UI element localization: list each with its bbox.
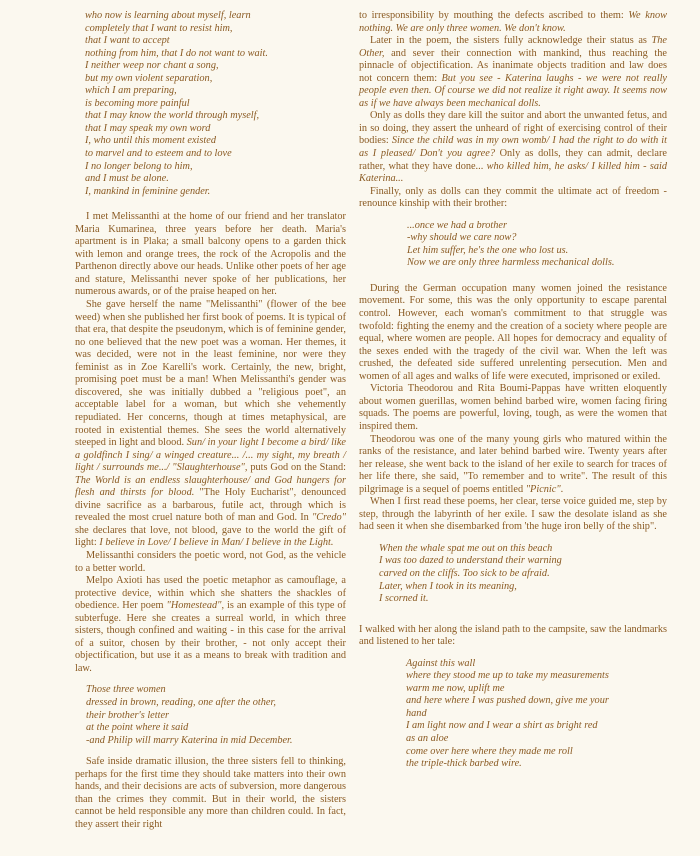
poem-line: that I want to accept [85,35,170,47]
poem-line: and here where I was pushed down, give me your [406,695,609,707]
paragraph-theodorou-boumi: Victoria Theodorou and Rita Boumi-Pappas have written eloquently about women guerillas, women behind barbed wire, women facing firing squads. The poems are powerful, loving, tough, as were the women that inspired them. [359,383,667,432]
poem-line: I no longer belong to him, [85,160,193,172]
paragraph-ultimate-act: Finally, only as dolls can they commit the ultimate act of freedom - renounce kinship with their brother: [359,185,667,210]
poem-line: I scorned it. [379,593,429,605]
paragraph-melissanthi-intro: I met Melissanthi at the home of our friend and her translator Maria Kumarinea, three years before her death. Maria's apartment is in Plaka; a small balcony opens to a garden thick with lemon and orange trees, the rock of the Acropolis and the Parthenon directly above our heads. Unlike other poets of her age and stature, Melissanthi never spoke of her publications, her numerous awards, or of the praise heaped on her. [75,211,346,298]
paragraph-first-read: When I first read these poems, her clear, terse voice guided me, step by step, through the labyrinth of her exile. I saw the desolate island as she had seen it when she disembarked from 'the huge iron belly of the ship". [359,496,667,533]
poem-line: dressed in brown, reading, one after the other, [86,696,276,708]
left-column [75,10,346,831]
paragraph-poetic-word: Melissanthi considers the poetic word, not God, as the vehicle to a better world. [75,549,346,574]
poem-line: I, mankind in feminine gender. [85,185,211,197]
poem-line: who now is learning about myself, learn [85,10,251,21]
poem-line: ...once we had a brother [407,219,507,231]
poem-line: but my own violent separation, [85,72,213,84]
poem-line: When the whale spat me out on this beach [379,542,553,554]
poem-line: Now we are only three harmless mechanical dolls. [407,257,615,269]
poem-line: the triple-thick barbed wire. [406,758,522,770]
poem-line: -and Philip will marry Katerina in mid December. [86,734,293,746]
paragraph-island-path: I walked with her along the island path to the campsite, saw the landmarks and listened to her tale: [359,623,667,648]
poem-brother [359,220,667,270]
paragraph-axioti: Melpo Axioti has used the poetic metaphor as camouflage, a protective device, within which she shatters the shackles of obedience. Her poem "Homestead", is an example of this type of subterfuge. Here she creates a surreal world, in which three sisters, though confined and waiting - in this case for the arrival of a suitor, chosen by their brother, - not only accept their objectification, but use it as a means to break with tradition and law. [75,575,346,674]
poem-whale [359,543,667,606]
poem-line: Against this wall [406,657,476,669]
poem-line: carved on the cliffs. Too sick to be afraid. [379,567,550,579]
paragraph-occupation: During the German occupation many women joined the resistance movement. For some, this was the only opportunity to escape parental control. However, each woman's commitment to that struggle was twofold: fighting the enemy and the creation of a society where people are equal, where women are people. All hopes for democracy and equality of the sexes ended with the tragedy of the civil war. When the left was crushed, the defeated side suffered unrelenting persecution. Men and women of all ages and walks of life were executed, imprisoned or exiled. [359,282,667,382]
poem-line: warm me now, uplift me [406,682,505,694]
poem-line: I am light now and I wear a shirt as bright red [406,720,598,732]
paragraph-dramatic-illusion: Safe inside dramatic illusion, the three sisters fell to thinking, perhaps for the first time they should take matters into their own hands, and their decisions are acts of subversion, more dangerous than the crimes they commit. But in their world, the sisters cannot be held responsible any more than children could. In fact, they assert their right [75,756,346,830]
poem-line: that I may speak my own word [85,122,211,134]
paragraph-dolls: Only as dolls they dare kill the suitor and abort the unwanted fetus, and in so doing, they assert the unheard of right of exercising control of their bodies: Since the child was in my own womb/ I had the right to do with it as I pleased/ Don't you agree? Only as dolls, they can admit, declare rather, what they have done... who killed him, he asks/ I killed him - said Katerina... [359,110,667,185]
poem-line: is becoming more painful [85,97,190,109]
poem-line: as an aloe [406,732,449,744]
poem-line: nothing from him, that I do not want to wait. [85,47,268,59]
poem-line: where they stood me up to take my measurements [406,670,609,682]
poem-line: come over here where they made me roll [406,745,573,757]
poem-line: Those three women [86,684,166,696]
poem-line: -why should we care now? [407,232,517,244]
paragraph-the-other: Later in the poem, the sisters fully acknowledge their status as The Other, and sever their connection with mankind, thus reaching the pinnacle of objectification. As inanimate objects tradition and law does not concern them: But you see - Katerina laughs - we were not really people even then. Of course we did not realize it right away. It seems now as if we have always been mechanical dolls. [359,35,667,109]
poem-line: completely that I want to resist him, [85,22,233,34]
poem-line: I neither weep nor chant a song, [85,60,219,72]
poem-line: that I may know the world through myself, [85,110,260,122]
poem-line: to marvel and to esteem and to love [85,148,232,160]
paragraph-picnic: Theodorou was one of the many young girls who matured within the ranks of the resistance, and later behind barbed wire. Twenty years after her release, she went back to the island of her exile to search for traces of her life there, she said, "To remember and to write". The result of this pilgrimage is a sequel of poems entitled "Picnic". [359,433,667,495]
poem-melissanthi [75,10,346,198]
paragraph-melissanthi-name: She gave herself the name "Melissanthi" (flower of the bee weed) when she published her first book of poems. It is typical of that era, that despite the pseudonym, which is of feminine gender, no one believed that the new poet was a woman. Her themes, it was decided, were not in the least feminine, nor were they feminist as in Zoe Karelli's work. Certainly, the new, bright, promising poet must be a man! When Melissanthi's gender was discovered, she was initially dubbed a "religious poet", an acceptable label for a woman, but which she vehemently repudiated. Her concerns, though at times metaphysical, are rooted in existential themes. She sees the world alternatively steeped in light and blood. Sun/ in your light I become a bird/ like a goldfinch I sing/ a winged creature... /... my sight, my breath / light / surrounds me.../ "Slaughterhouse", puts God on the Stand: The World is an endless slaughterhouse/ and God hungers for flesh and thirsts for blood. "The Holy Eucharist", denounced divine sacrifice as a barbarous, futile act, through which is revealed the most cruel nature both of man and God. In "Credo" she declares that love, not blood, gave to the world the gift of light: I believe in Love/ I believe in Man/ I believe in the Light. [75,299,346,549]
poem-line: hand [406,707,427,719]
poem-line: Let him suffer, he's the one who lost us. [407,244,569,256]
poem-homestead [75,684,346,747]
poem-line: I was too dazed to understand their warning [379,555,562,567]
poem-line: Later, when I took in its meaning, [379,580,517,592]
poem-line: I, who until this moment existed [85,135,216,147]
poem-wall [359,658,667,771]
right-column [359,10,667,771]
poem-line: at the point where it said [86,722,189,734]
paragraph-irresponsibility: to irresponsibility by mouthing the defects ascribed to them: We know nothing. We are only three women. We don't know. [359,10,668,34]
poem-line: and I must be alone. [85,173,169,185]
poem-line: which I am preparing, [85,85,177,97]
poem-line: their brother's letter [86,709,170,721]
